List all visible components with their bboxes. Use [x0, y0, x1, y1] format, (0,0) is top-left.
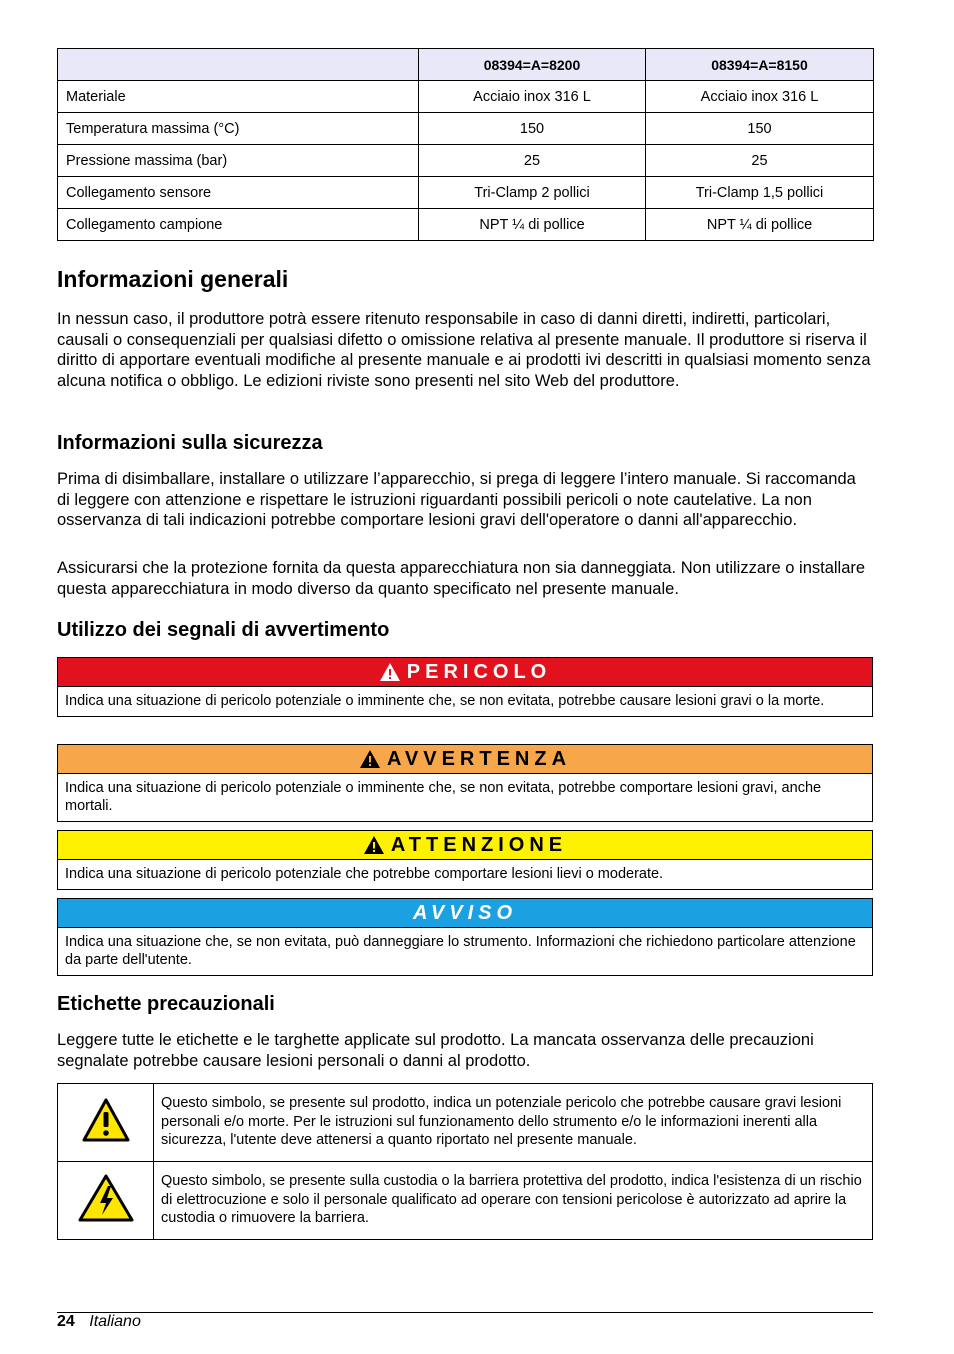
table-row	[58, 1084, 873, 1162]
table-cell: Acciaio inox 316 L	[419, 81, 646, 113]
warning-triangle-icon	[359, 749, 381, 769]
table-row	[58, 81, 874, 113]
labels-text: Leggere tutte le etichette e le targhette applicate sul prodotto. La mancata osservanza delle precauzioni segnalate potrebbe causare lesioni personali o danni al prodotto.	[57, 1031, 814, 1070]
table-row	[58, 1162, 873, 1240]
table-cell: Temperatura massima (°C)	[58, 113, 419, 145]
warning-header	[58, 745, 872, 774]
table-cell	[58, 1084, 154, 1162]
safety-paragraph-2: Assicurarsi che la protezione fornita da questa apparecchiatura non sia danneggiata. Non utilizzare o installare questa apparecchiatura in modo diverso da quanto specificato nel presente manuale.	[57, 559, 866, 598]
page-number: 24	[57, 1313, 75, 1330]
footer-divider	[57, 1312, 873, 1313]
warning-text: Indica una situazione di pericolo potenziale o imminente che, se non evitata, potrebbe comportare lesioni gravi, anche mortali.	[65, 780, 822, 814]
table-cell: Pressione massima (bar)	[58, 145, 419, 177]
table-row	[58, 145, 874, 177]
page-content	[57, 48, 873, 1226]
danger-label: PERICOLO	[406, 660, 552, 683]
electric-shock-icon	[78, 1174, 134, 1222]
general-info-text: In nessun caso, il produttore potrà essere ritenuto responsabile in caso di danni diretti, indiretti, particolari, causali o consequenziali per qualsiasi difetto o omissione relativa al presente manuale. Il produttore si riserva il diritto di apportare eventuali modifiche al presente manuale e ai prodotti ivi descritti in qualsiasi momento senza alcuna notifica o obbligo. Le edizioni riviste sono presenti nel sito Web del produttore.	[57, 310, 871, 390]
notice-box	[57, 898, 873, 976]
precaution-labels-table	[57, 1083, 873, 1240]
danger-box	[57, 657, 873, 717]
table-cell: Acciaio inox 316 L	[646, 81, 874, 113]
caution-box	[57, 830, 873, 890]
danger-text: Indica una situazione di pericolo potenziale o imminente che, se non evitata, potrebbe causare lesioni gravi o la morte.	[65, 693, 825, 709]
table-cell: 150	[419, 113, 646, 145]
table-row	[58, 177, 874, 209]
table-cell: NPT ¼ di pollice	[419, 209, 646, 241]
page-footer	[57, 1313, 141, 1331]
danger-header	[58, 658, 872, 687]
spec-table	[57, 48, 874, 241]
notice-header	[58, 899, 872, 928]
table-header-cell	[58, 49, 419, 81]
safety-paragraph-1: Prima di disimballare, installare o utilizzare l’apparecchio, si prega di leggere l’intero manuale. Si raccomanda di leggere con attenzione e rispettare le istruzioni riguardanti possibili pericoli o note cautelative. La non osservanza di tali indicazioni potrebbe comportare lesioni gravi dell'operatore o danni all'apparecchio.	[57, 470, 856, 529]
table-cell: 25	[646, 145, 874, 177]
warning-triangle-icon	[379, 662, 401, 682]
labels-heading: Etichette precauzionali	[57, 993, 275, 1015]
notice-text: Indica una situazione che, se non evitata, può danneggiare lo strumento. Informazioni che richiedono particolare attenzione da parte dell'utente.	[65, 934, 856, 968]
notice-label: AVVISO	[412, 901, 518, 924]
table-cell: Collegamento campione	[58, 209, 419, 241]
table-cell: Collegamento sensore	[58, 177, 419, 209]
table-row	[58, 209, 874, 241]
warning-label: AVVERTENZA	[386, 747, 572, 770]
warning-triangle-icon	[82, 1098, 130, 1142]
table-cell: NPT ¼ di pollice	[646, 209, 874, 241]
table-cell: Tri-Clamp 1,5 pollici	[646, 177, 874, 209]
table-cell: Tri-Clamp 2 pollici	[419, 177, 646, 209]
label-description: Questo simbolo, se presente sulla custodia o la barriera protettiva del prodotto, indica l'esistenza di un rischio di elettrocuzione e solo il personale qualificato ad operare con tensioni pericolose è autorizzato ad aprire la custodia o rimuovere la barriera.	[154, 1162, 873, 1240]
general-info-heading: Informazioni generali	[57, 266, 289, 292]
table-cell: 25	[419, 145, 646, 177]
table-row	[58, 113, 874, 145]
warning-triangle-icon	[363, 835, 385, 855]
table-header-row	[58, 49, 874, 81]
table-cell: Materiale	[58, 81, 419, 113]
caution-header	[58, 831, 872, 860]
warning-box	[57, 744, 873, 822]
signals-heading: Utilizzo dei segnali di avvertimento	[57, 619, 390, 641]
caution-label: ATTENZIONE	[390, 833, 568, 856]
label-description: Questo simbolo, se presente sul prodotto, indica un potenziale pericolo che potrebbe causare gravi lesioni personali e/o morte. Per le istruzioni sul funzionamento dello strumento e/o le informazioni inerenti alla sicurezza, l'utente deve attenersi a quanto riportato nel presente manuale.	[154, 1084, 873, 1162]
caution-text: Indica una situazione di pericolo potenziale che potrebbe comportare lesioni lievi o moderate.	[65, 866, 664, 882]
footer-language: Italiano	[89, 1313, 141, 1330]
safety-info-heading: Informazioni sulla sicurezza	[57, 432, 323, 454]
table-cell: 150	[646, 113, 874, 145]
table-header-cell: 08394=A=8150	[646, 49, 874, 81]
table-cell	[58, 1162, 154, 1240]
table-header-cell: 08394=A=8200	[419, 49, 646, 81]
